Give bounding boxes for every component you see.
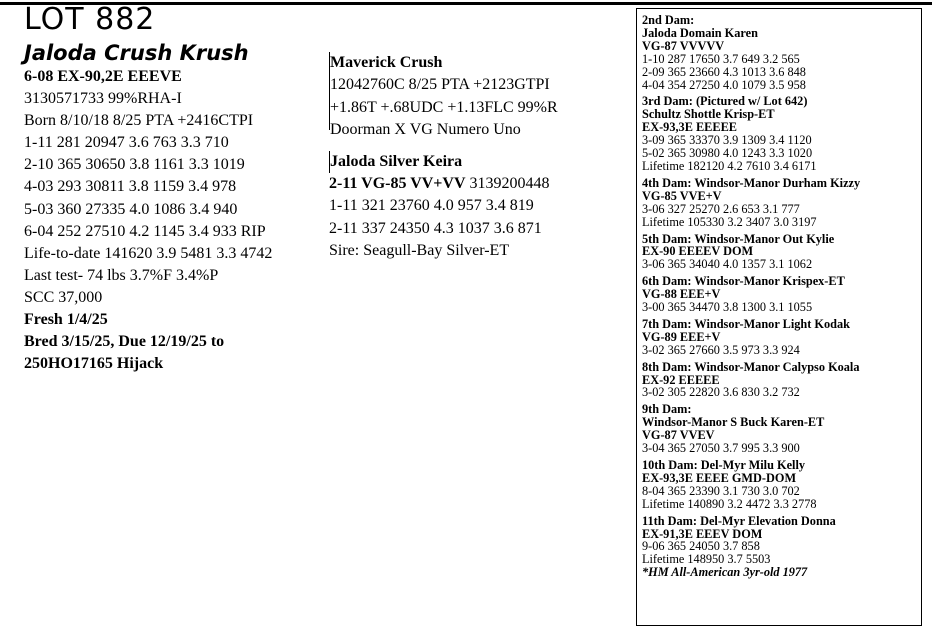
dam-heading: EX-93,3E EEEE GMD-DOM xyxy=(642,470,797,485)
dam-heading: Windsor-Manor S Buck Karen-ET xyxy=(642,415,825,430)
dam-record: Lifetime 105330 3.2 3407 3.0 3197 xyxy=(642,214,817,229)
dam-heading: VG-85 VVE+V xyxy=(642,188,722,203)
dam-block xyxy=(329,151,624,173)
pedigree-dam xyxy=(642,515,921,580)
record-line: 4-03 293 30811 3.8 1159 3.4 978 xyxy=(24,178,237,196)
sire-line: 12042760C 8/25 PTA +2123GTPI xyxy=(330,76,550,94)
dam-heading: 3rd Dam: (Pictured w/ Lot 642) xyxy=(642,94,808,109)
dam-heading: 4th Dam: Windsor-Manor Durham Kizzy xyxy=(642,175,861,190)
detail-line: 3130571733 99%RHA-I xyxy=(24,90,182,108)
dam-heading: Schultz Shottle Krisp-ET xyxy=(642,107,775,122)
classification: 6-08 EX-90,2E EEEVE xyxy=(24,68,182,85)
dam-heading: 8th Dam: Windsor-Manor Calypso Koala xyxy=(642,359,860,374)
lifetime-line: Life-to-date 141620 3.9 5481 3.3 4742 xyxy=(24,244,273,262)
last-test-line: Last test- 74 lbs 3.7%F 3.4%P xyxy=(24,266,219,284)
dam-heading: VG-87 VVEV xyxy=(642,428,715,443)
dam-heading: 10th Dam: Del-Myr Milu Kelly xyxy=(642,458,806,472)
dam-heading: VG-87 VVVVV xyxy=(642,38,725,53)
dam-record: 3-00 365 34470 3.8 1300 3.1 1055 xyxy=(642,300,813,315)
record-line: 6-04 252 27510 4.2 1145 3.4 933 RIP xyxy=(24,222,266,240)
dam-record: 3-02 305 22820 3.6 830 3.2 732 xyxy=(642,385,800,400)
dam-record: 9-06 365 24050 3.7 858 xyxy=(642,539,760,554)
pedigree-dam xyxy=(642,318,921,357)
dam-record: Lifetime 140890 3.2 4472 3.3 2778 xyxy=(642,496,817,511)
dam-record: Lifetime 182120 4.2 7610 3.4 6171 xyxy=(642,158,817,173)
pedigree-dam xyxy=(642,459,921,511)
dam-record: 3-04 365 27050 3.7 995 3.3 900 xyxy=(642,441,800,456)
record-line: 2-10 365 30650 3.8 1161 3.3 1019 xyxy=(24,156,245,174)
dam-heading: 9th Dam: xyxy=(642,402,692,417)
dam-heading: VG-89 EEE+V xyxy=(642,329,721,344)
dam-record-line: 1-11 321 23760 4.0 957 3.4 819 xyxy=(329,197,534,215)
record-line: 1-11 281 20947 3.6 763 3.3 710 xyxy=(24,134,229,152)
cow-name: Jaloda Crush Krush xyxy=(24,41,249,65)
cow-details xyxy=(24,66,324,375)
dam-classification: 2-11 VG-85 VV+VV xyxy=(329,175,466,192)
dam-record: Lifetime 148950 3.7 5503 xyxy=(642,552,771,567)
pedigree-dam xyxy=(642,233,921,272)
dam-heading: EX-92 EEEEE xyxy=(642,372,720,387)
bred-info: Bred 3/15/25, Due 12/19/25 to xyxy=(24,333,225,351)
dam-record: 1-10 287 17650 3.7 649 3.2 565 xyxy=(642,51,800,66)
dam-heading: 7th Dam: Windsor-Manor Light Kodak xyxy=(642,316,850,331)
record-line: 5-03 360 27335 4.0 1086 3.4 940 xyxy=(24,200,238,218)
dam-record: 3-09 365 33370 3.9 1309 3.4 1120 xyxy=(642,133,812,148)
pedigree-dam xyxy=(642,275,921,314)
sire-name: Maverick Crush xyxy=(330,54,443,71)
dam-record-line: 2-11 337 24350 4.3 1037 3.6 871 xyxy=(329,219,542,237)
service-sire: 250HO17165 Hijack xyxy=(24,355,164,373)
dam-name: Jaloda Silver Keira xyxy=(330,153,463,170)
pedigree-dam xyxy=(642,14,921,91)
fresh-date: Fresh 1/4/25 xyxy=(24,311,108,329)
dam-heading: EX-93,3E EEEEE xyxy=(642,120,737,135)
scc-line: SCC 37,000 xyxy=(24,288,103,306)
dam-record: 3-02 365 27660 3.5 973 3.3 924 xyxy=(642,342,800,357)
dam-record: 3-06 327 25270 2.6 653 3.1 777 xyxy=(642,201,800,216)
dam-note: *HM All-American 3yr-old 1977 xyxy=(642,565,808,580)
dam-record: 8-04 365 23390 3.1 730 3.0 702 xyxy=(642,483,800,498)
sire-line: Doorman X VG Numero Uno xyxy=(330,120,521,138)
pedigree-dam xyxy=(642,177,921,229)
sire-dam-column xyxy=(329,52,624,262)
dam-heading: EX-90 EEEEV DOM xyxy=(642,244,754,259)
dam-record: 4-04 354 27250 4.0 1079 3.5 958 xyxy=(642,77,806,92)
dam-heading: EX-91,3E EEEV DOM xyxy=(642,526,763,541)
pedigree-dam xyxy=(642,403,921,455)
pedigree-dam xyxy=(642,361,921,400)
dam-record: 5-02 365 30980 4.0 1243 3.3 1020 xyxy=(642,146,813,161)
dam-heading: 5th Dam: Windsor-Manor Out Kylie xyxy=(642,231,835,246)
dam-heading: VG-88 EEE+V xyxy=(642,287,721,302)
pedigree-box xyxy=(636,8,922,626)
dam-sire-line: Sire: Seagull-Bay Silver-ET xyxy=(329,241,510,259)
dam-heading: 11th Dam: Del-Myr Elevation Donna xyxy=(642,513,836,528)
detail-line: Born 8/10/18 8/25 PTA +2416CTPI xyxy=(24,112,254,130)
dam-classification-line xyxy=(329,173,624,195)
sire-block xyxy=(329,52,624,138)
dam-heading: Jaloda Domain Karen xyxy=(642,25,758,40)
sire-line: +1.86T +.68UDC +1.13FLC 99%R xyxy=(330,98,558,116)
dam-heading: 6th Dam: Windsor-Manor Krispex-ET xyxy=(642,274,845,289)
dam-record: 2-09 365 23660 4.3 1013 3.6 848 xyxy=(642,64,806,79)
dam-heading: 2nd Dam: xyxy=(642,13,695,27)
dam-record: 3-06 365 34040 4.0 1357 3.1 1062 xyxy=(642,257,813,272)
pedigree-dam xyxy=(642,95,921,172)
lot-number: LOT 882 xyxy=(24,2,156,37)
dam-registration: 3139200448 xyxy=(465,175,550,192)
